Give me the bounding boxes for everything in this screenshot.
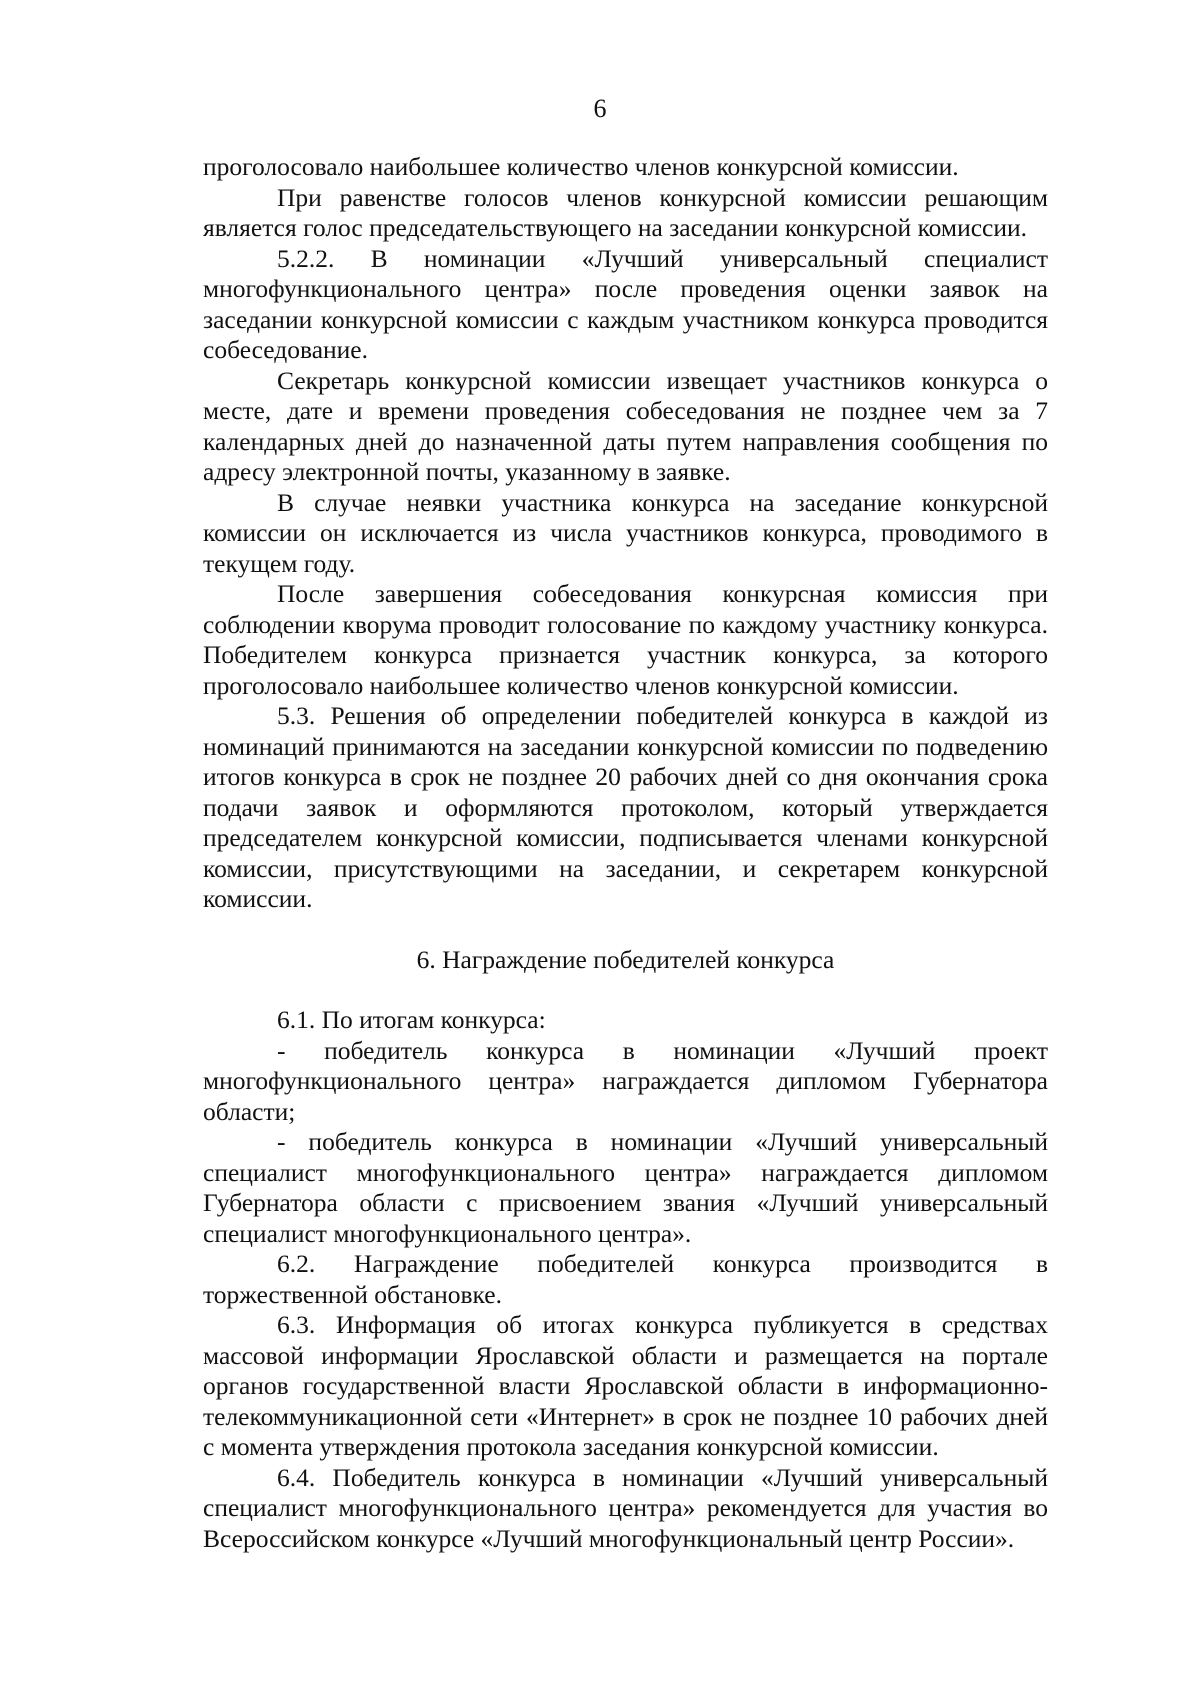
paragraph: 6.3. Информация об итогах конкурса публикуется в средствах массовой информации Ярославской области и размещается на портале органов государственной власти Ярославской области в информационно-телекоммуникационной сети «Интернет» в срок не позднее 10 рабочих дней с момента утверждения протокола заседания конкурсной комиссии. — [203, 1310, 1048, 1461]
paragraph: проголосовало наибольшее количество членов конкурсной комиссии. — [203, 152, 959, 181]
paragraph: После завершения собеседования конкурсная комиссия при соблюдении кворума проводит голосование по каждому участнику конкурса. Победителем конкурса признается участник конкурса, за которого проголосовало наибольшее количество членов конкурсной комиссии. — [203, 579, 1048, 700]
paragraph: При равенстве голосов членов конкурсной комиссии решающим является голос председательствующего на заседании конкурсной комиссии. — [203, 182, 1048, 242]
paragraph: Секретарь конкурсной комиссии извещает участников конкурса о месте, дате и времени проведения собеседования не позднее чем за 7 календарных дней до назначенной даты путем направления сообщения по адресу электронной почты, указанному в заявке. — [203, 365, 1048, 486]
paragraph: - победитель конкурса в номинации «Лучший универсальный специалист многофункционального центра» награждается дипломом Губернатора области с присвоением звания «Лучший универсальный специалист многофункционального центра». — [203, 1127, 1048, 1248]
section-heading: 6. Награждение победителей конкурса — [416, 944, 835, 974]
paragraph: 6.4. Победитель конкурса в номинации «Лучший универсальный специалист многофункционального центра» рекомендуется для участия во Всероссийском конкурсе «Лучший многофункциональный центр России». — [203, 1462, 1048, 1553]
paragraph: 6.2. Награждение победителей конкурса производится в торжественной обстановке. — [203, 1249, 1048, 1309]
paragraph: - победитель конкурса в номинации «Лучший проект многофункционального центра» награждается дипломом Губернатора области; — [203, 1035, 1048, 1126]
document-body — [203, 152, 1048, 1554]
paragraph: 6.1. По итогам конкурса: — [277, 1005, 546, 1034]
paragraph: 5.3. Решения об определении победителей конкурса в каждой из номинаций принимаются на заседании конкурсной комиссии по подведению итогов конкурса в срок не позднее 20 рабочих дней со дня окончания срока подачи заявок и оформляются протоколом, который утверждается председателем конкурсной комиссии, подписывается членами конкурсной комиссии, присутствующими на заседании, и секретарем конкурсной комиссии. — [203, 701, 1048, 913]
paragraph: В случае неявки участника конкурса на заседание конкурсной комиссии он исключается из числа участников конкурса, проводимого в текущем году. — [203, 487, 1048, 578]
page-number: 6 — [593, 94, 607, 123]
paragraph: 5.2.2. В номинации «Лучший универсальный специалист многофункционального центра» после проведения оценки заявок на заседании конкурсной комиссии с каждым участником конкурса проводится собеседование. — [203, 243, 1048, 364]
